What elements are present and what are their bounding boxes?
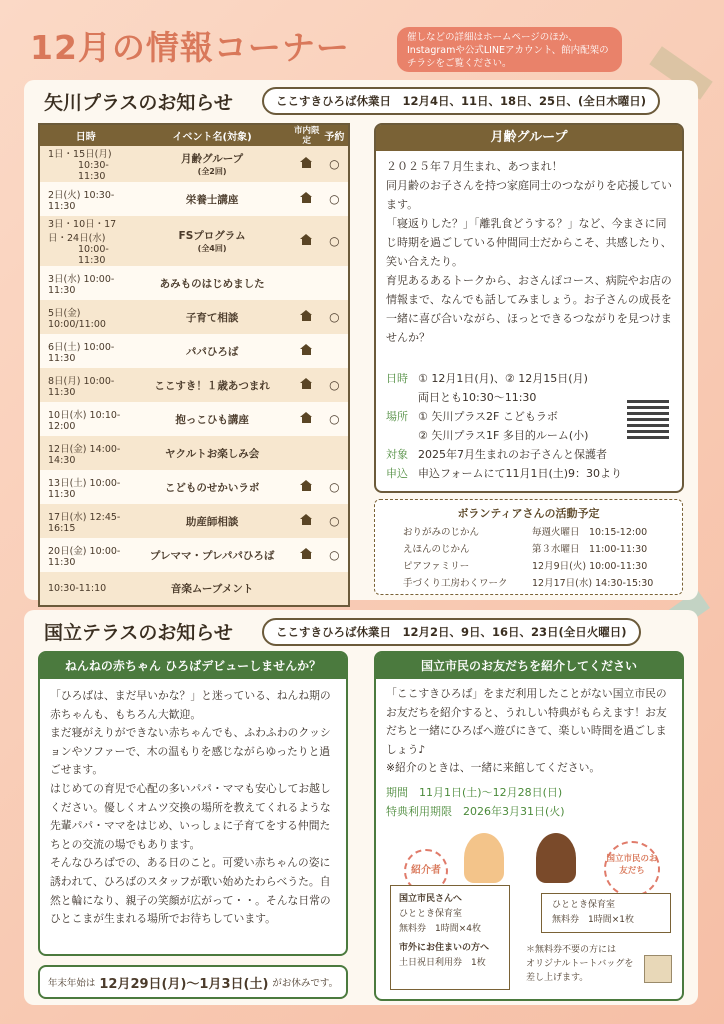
house-icon — [300, 234, 313, 245]
debut-head: ねんねの赤ちゃん ひろばデビューしませんか？ — [40, 653, 346, 679]
row-limited — [293, 572, 321, 606]
row-reserve: ○ — [321, 146, 349, 182]
house-icon — [300, 310, 313, 321]
box1-title: 国立市民さんへ — [399, 894, 462, 904]
row-limited — [293, 182, 321, 216]
row-datetime — [39, 538, 132, 572]
row-time: 10:00-11:30 — [48, 477, 121, 500]
volunteer-row — [403, 558, 673, 572]
introducer-illustration — [464, 833, 504, 883]
table-row — [39, 182, 349, 216]
box1-line1: ひととき保育室 — [399, 909, 463, 919]
row-datetime — [39, 368, 132, 402]
table-row — [39, 368, 349, 402]
row-datetime — [39, 402, 132, 436]
event-name: FSプログラム — [178, 230, 246, 242]
event-name: 月齢グループ — [181, 153, 244, 165]
row-event — [132, 266, 293, 300]
event-sub: (全4回) — [197, 244, 227, 253]
row-date: 1日・15日(月) — [48, 149, 112, 160]
row-limited — [293, 368, 321, 402]
row-event — [132, 470, 293, 504]
kunitachi-closed-days: ここすきひろば休業日 12月2日、9日、16日、23日(全日火曜日) — [262, 618, 641, 646]
row-reserve: ○ — [321, 470, 349, 504]
house-icon — [300, 480, 313, 491]
row-event — [132, 572, 293, 606]
place-1: ① 矢川プラス2F こどもラボ — [418, 410, 558, 423]
table-row — [39, 402, 349, 436]
debut-card — [38, 651, 348, 956]
tote-note: ＊無料券不要の方には オリジナルトートバッグを 差し上げます。 — [526, 945, 634, 983]
col-limited: 市内限定 — [293, 125, 320, 146]
row-reserve: ○ — [321, 368, 349, 402]
volunteer-row — [403, 524, 673, 538]
table-row — [39, 436, 349, 470]
event-name: 助産師相談 — [185, 515, 239, 528]
row-datetime — [39, 182, 132, 216]
place-label: 場所 — [386, 410, 408, 423]
info-note: 催しなどの詳細はホームページのほか、Instagramや公式LINEアカウント、館内配架のチラシをご覧ください。 — [397, 27, 622, 72]
row-datetime — [39, 436, 132, 470]
row-reserve: ○ — [321, 216, 349, 266]
table-row — [39, 572, 349, 606]
row-time: 10:00-11:30 — [48, 375, 115, 398]
holiday-notice — [38, 965, 348, 999]
row-date: 13日(土) — [48, 477, 87, 489]
row-date: 3日・10日・17日・24日(水) — [48, 219, 117, 244]
row-limited — [293, 334, 321, 368]
page-title: 12月の情報コーナー — [30, 28, 350, 67]
row-date: 20日(金) — [48, 545, 87, 557]
row-datetime — [39, 216, 132, 266]
row-date: 6日(土) — [48, 341, 81, 353]
row-limited — [293, 402, 321, 436]
schedule-table — [38, 123, 350, 607]
row-reserve: ○ — [321, 300, 349, 334]
resident-benefit-box — [390, 885, 510, 990]
row-date: 10日(水) — [48, 409, 87, 421]
target-text: 2025年7月生まれのお子さんと保護者 — [418, 448, 607, 461]
place-2: ② 矢川プラス1F 多目的ルーム(小) — [418, 429, 589, 442]
row-datetime — [39, 504, 132, 538]
introducer-badge: 紹介者 — [404, 849, 448, 893]
row-limited — [293, 436, 321, 470]
row-limited — [293, 300, 321, 334]
yagawa-closed-days: ここすきひろば休業日 12月4日、11日、18日、25日、(全日木曜日) — [262, 87, 660, 115]
row-event — [132, 402, 293, 436]
table-row — [39, 300, 349, 334]
row-event — [132, 504, 293, 538]
row-time: 10:30-11:10 — [48, 583, 107, 594]
row-datetime — [39, 300, 132, 334]
friend-body: 「ここすきひろば」をまだ利用したことがない国立市民のお友だちを紹介すると、うれしい特典がもらえます！お友だちと一緒にひろばへ遊びにきて、楽しい時間を過ごしましょう♪ ※紹介のときは、一緒に来館してください。 — [386, 687, 667, 775]
row-time: 12:45-16:15 — [48, 511, 121, 534]
row-limited — [293, 470, 321, 504]
volunteer-head: ボランティアさんの活動予定 — [457, 507, 600, 520]
row-datetime — [39, 334, 132, 368]
friend-card — [374, 651, 684, 1001]
row-date: 8日(月) — [48, 375, 81, 387]
table-row — [39, 538, 349, 572]
box1-line3: 土日祝日利用券 1枚 — [399, 958, 486, 968]
volunteer-when: 12月17日(水) 14:30-15:30 — [532, 578, 654, 589]
house-icon — [300, 548, 313, 559]
box2-line1: ひととき保育室 — [552, 900, 616, 910]
row-reserve: ○ — [321, 504, 349, 538]
volunteer-name: ピアファミリー — [403, 561, 470, 572]
box1-line2: 無料券 1時間×4枚 — [399, 924, 481, 934]
row-event — [132, 300, 293, 334]
volunteer-row — [403, 575, 673, 589]
row-limited — [293, 216, 321, 266]
row-reserve: ○ — [321, 538, 349, 572]
house-icon — [300, 344, 313, 355]
volunteer-name: おりがみのじかん — [403, 527, 480, 538]
row-datetime — [39, 572, 132, 606]
volunteer-when: 第３水曜日 11:00-11:30 — [532, 544, 648, 555]
row-datetime — [39, 146, 132, 182]
row-limited — [293, 146, 321, 182]
event-name: ここすき！１歳あつまれ — [154, 379, 270, 392]
apply-label: 申込 — [386, 467, 408, 480]
friend-illustration — [536, 833, 576, 883]
box1-title2: 市外にお住まいの方へ — [399, 943, 490, 953]
debut-body: 「ひろばは、まだ早いかな？」と迷っている、ねんね期の赤ちゃんも、もちろん大歓迎。 まだ寝がえりができない赤ちゃんでも、ふわふわのクッションやソファーで、木の温もりを感じながらゆったりと過ごせます。 はじめての育児で心配の多いパパ・ママも安心してお越しください。優しくオムツ交換の場所を教えてくれるような先輩パパ・ママをはじめ、いっしょに子育てをする仲間たちとの交流の場でもあります。 そんなひろばでの、ある日のこと。可愛い赤ちゃんの姿に誘われて、ひろばのスタッフが歌い始めたわらべうた。自然と輪になり、親子の笑顔が広がって・・。そんな日常のひとこまが生まれる場所でお待ちしています。 — [50, 689, 331, 926]
volunteer-schedule — [374, 499, 683, 595]
holiday-post: がお休みです。 — [272, 978, 339, 989]
tote-bag-icon — [644, 955, 672, 983]
row-time: 10:00-11:30 — [48, 273, 115, 296]
event-name: ヤクルトお楽しみ会 — [165, 447, 260, 460]
moon-group-head: 月齢グループ — [376, 125, 682, 151]
volunteer-row — [403, 541, 673, 555]
box2-line2: 無料券 1時間×1枚 — [552, 915, 634, 925]
col-event: イベント名(対象) — [132, 124, 293, 146]
row-time: 10:00/11:00 — [48, 318, 106, 330]
event-name: パパひろば — [185, 345, 239, 358]
col-reserve: 予約 — [321, 124, 349, 146]
row-limited — [293, 504, 321, 538]
row-time: 10:00-11:30 — [78, 244, 109, 266]
row-datetime — [39, 266, 132, 300]
house-icon — [300, 378, 313, 389]
qr-code-icon[interactable] — [627, 397, 669, 439]
col-date: 日時 — [39, 124, 132, 146]
row-reserve: ○ — [321, 182, 349, 216]
volunteer-name: えほんのじかん — [403, 544, 470, 555]
house-icon — [300, 157, 313, 168]
row-event — [132, 368, 293, 402]
house-icon — [300, 514, 313, 525]
friend-benefit-box — [541, 893, 671, 933]
row-time: 10:30-11:30 — [48, 189, 115, 212]
row-event — [132, 216, 293, 266]
moon-group-body: ２０２５年７月生まれ、あつまれ！ 同月齢のお子さんを持つ家庭同士のつながりを応援しています。 「寝返りした？」「離乳食どうする？」など、今まさに同じ時期を過ごしている仲間同士だからこそ、共感したり、笑い合えたり。 育児あるあるトークから、おさんぽコース、病院やお店の情報まで、なんでも話してみましょう。お子さんの成長を一緒に喜び合いながら、ほっとできるつながりを見つけませんか？ — [386, 160, 672, 344]
table-row — [39, 216, 349, 266]
volunteer-when: 毎週火曜日 10:15-12:00 — [532, 527, 648, 538]
apply-text: 申込フォームにて11月1日(土)9：30より — [418, 467, 623, 480]
holiday-dates: 12月29日(月)～1月3日(土) — [99, 976, 269, 992]
row-datetime — [39, 470, 132, 504]
house-icon — [300, 192, 313, 203]
table-row — [39, 146, 349, 182]
row-time: 10:30-11:30 — [78, 160, 109, 182]
row-date: 2日(火) — [48, 189, 81, 201]
row-event — [132, 436, 293, 470]
event-name: プレママ・プレパパひろば — [149, 549, 275, 562]
volunteer-name: 手づくり工房わくワーク — [403, 578, 508, 589]
target-label: 対象 — [386, 448, 408, 461]
row-date: 3日(水) — [48, 273, 81, 285]
event-sub: (全2回) — [197, 167, 227, 176]
friend-period: 期間 11月1日(土)～12月28日(日) — [386, 786, 563, 799]
row-time: 14:00-14:30 — [48, 443, 121, 466]
event-name: 音楽ムーブメント — [170, 583, 254, 595]
event-name: 子育て相談 — [185, 311, 239, 324]
row-reserve — [321, 572, 349, 606]
row-date: 5日(金) — [48, 307, 81, 319]
row-event — [132, 182, 293, 216]
row-time: 10:00-11:30 — [48, 341, 115, 364]
row-reserve — [321, 334, 349, 368]
table-row — [39, 334, 349, 368]
table-row — [39, 266, 349, 300]
yagawa-title: 矢川プラスのお知らせ — [44, 92, 233, 114]
row-date: 17日(水) — [48, 511, 87, 523]
table-row — [39, 504, 349, 538]
row-event — [132, 146, 293, 182]
row-date: 12日(金) — [48, 443, 87, 455]
row-limited — [293, 266, 321, 300]
row-event — [132, 334, 293, 368]
table-row — [39, 470, 349, 504]
friend-head: 国立市民のお友だちを紹介してください — [376, 653, 682, 679]
date-label: 日時 — [386, 372, 408, 385]
holiday-pre: 年末年始は — [47, 978, 96, 989]
event-name: 抱っこひも講座 — [175, 413, 249, 426]
row-reserve: ○ — [321, 402, 349, 436]
friend-deadline: 特典利用期限 2026年3月31日(火) — [386, 805, 565, 818]
row-limited — [293, 538, 321, 572]
row-reserve — [321, 436, 349, 470]
row-time: 10:10-12:00 — [48, 409, 121, 432]
kunitachi-title: 国立テラスのお知らせ — [44, 622, 233, 644]
row-event — [132, 538, 293, 572]
event-name: こどものせかいラボ — [164, 481, 260, 494]
row-time: 10:00-11:30 — [48, 545, 121, 568]
event-name: 栄養士講座 — [185, 193, 239, 206]
volunteer-when: 12月9日(火) 10:00-11:30 — [532, 561, 648, 572]
house-icon — [300, 412, 313, 423]
date-2: 両日とも10:30～11:30 — [418, 391, 537, 404]
event-name: あみものはじめました — [159, 277, 265, 290]
date-1: ① 12月1日(月)、② 12月15日(月) — [418, 372, 588, 385]
row-reserve — [321, 266, 349, 300]
friend-badge: 国立市民のお友だち — [604, 841, 660, 897]
